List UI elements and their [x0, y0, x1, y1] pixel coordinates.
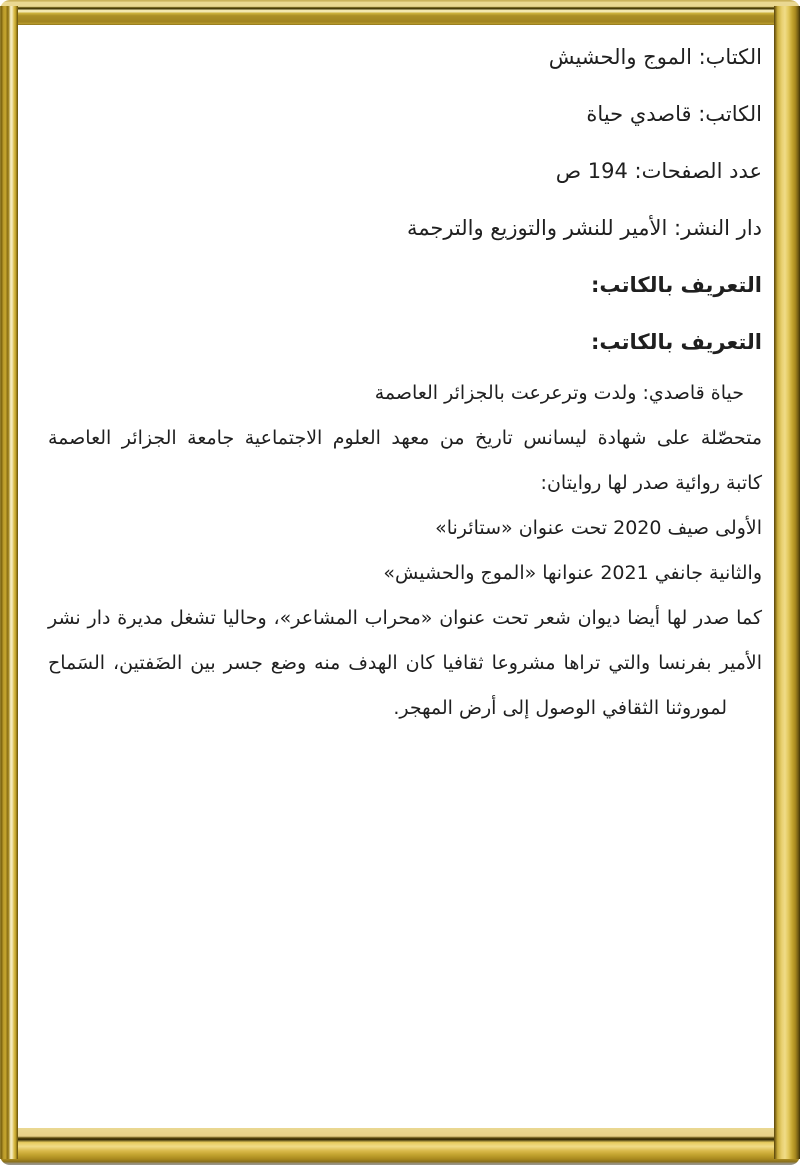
- page-count-line: عدد الصفحات: 194 ص: [555, 159, 762, 183]
- bio-line: الأمير بفرنسا والتي تراها مشروعا ثقافيا كان الهدف منه وضع جسر بين الضَفتين، السَماح: [48, 652, 762, 674]
- bio-line: لموروثنا الثقافي الوصول إلى أرض المهجر.: [393, 697, 727, 719]
- gold-frame-bottom: [0, 1128, 800, 1165]
- author-intro-heading-1: التعريف بالكاتب:: [590, 273, 762, 297]
- bio-line: كاتبة روائية صدر لها روايتان:: [540, 472, 762, 494]
- document-body: [18, 25, 774, 1128]
- gold-frame-top: [0, 0, 800, 25]
- bio-line: الأولى صيف 2020 تحت عنوان «ستائرنا»: [435, 517, 762, 539]
- book-title-line: الكتاب: الموج والحشيش: [548, 45, 762, 69]
- bio-line: كما صدر لها أيضا ديوان شعر تحت عنوان «محراب المشاعر»، وحاليا تشغل مديرة دار نشر: [48, 607, 762, 629]
- bio-line: متحصّلة على شهادة ليسانس تاريخ من معهد العلوم الاجتماعية جامعة الجزائر العاصمة: [48, 427, 762, 449]
- gold-frame-right: [774, 6, 800, 1159]
- gold-frame-left: [0, 6, 18, 1159]
- author-intro-heading-2: التعريف بالكاتب:: [590, 330, 762, 354]
- bio-line: والثانية جانفي 2021 عنوانها «الموج والحشيش»: [383, 562, 762, 584]
- book-author-line: الكاتب: قاصدي حياة: [586, 102, 762, 126]
- bio-line: حياة قاصدي: ولدت وترعرعت بالجزائر العاصمة: [374, 382, 744, 404]
- publisher-line: دار النشر: الأمير للنشر والتوزيع والترجمة: [406, 216, 762, 240]
